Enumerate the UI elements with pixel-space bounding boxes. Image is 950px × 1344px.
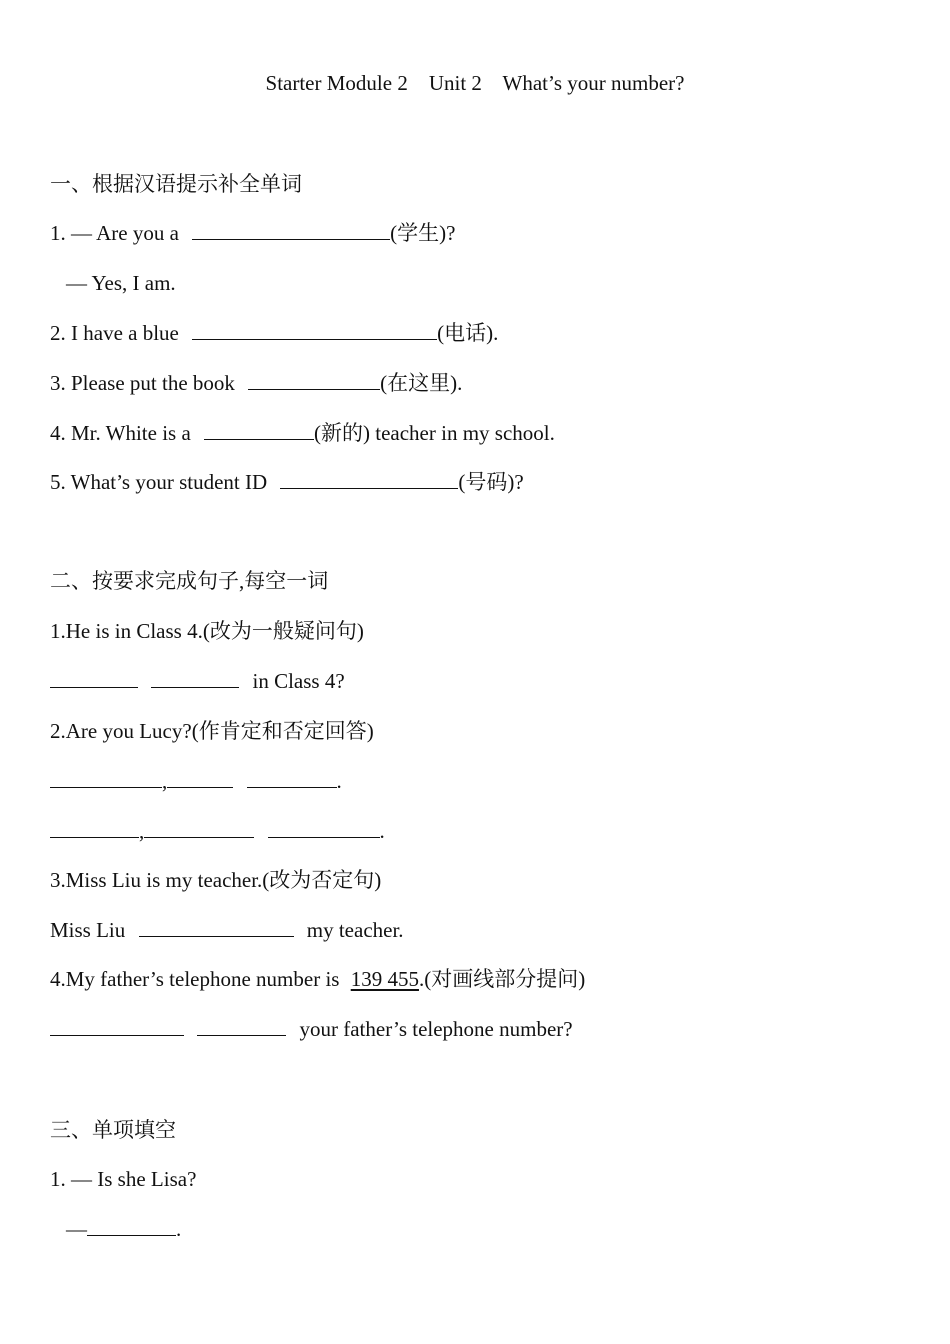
answer-blank[interactable] xyxy=(192,320,437,340)
comma: , xyxy=(162,769,168,793)
answer-prefix: Miss Liu xyxy=(50,918,126,942)
answer-blank[interactable] xyxy=(87,1216,176,1236)
question-hint: (在这里). xyxy=(380,371,463,395)
answer-blank[interactable] xyxy=(139,917,294,937)
question-3-1: 1. — Is she Lisa? xyxy=(50,1167,197,1191)
question-1-4 xyxy=(50,420,555,446)
question-1-2 xyxy=(50,320,498,346)
section-heading-2: 二、按要求完成句子,每空一词 xyxy=(50,569,329,593)
question-2-3-prompt: 3.Miss Liu is my teacher.(改为否定句) xyxy=(50,868,382,892)
question-2-2-prompt: 2.Are you Lucy?(作肯定和否定回答) xyxy=(50,719,374,743)
answer-line-1-1: — Yes, I am. xyxy=(66,271,176,295)
answer-suffix: my teacher. xyxy=(306,918,404,942)
section-heading-3: 三、单项填空 xyxy=(50,1118,176,1142)
answer-blank[interactable] xyxy=(268,818,380,838)
answer-line-2-3 xyxy=(50,917,404,943)
period: . xyxy=(379,819,385,843)
answer-blank[interactable] xyxy=(50,768,162,788)
question-hint: (电话). xyxy=(437,321,499,345)
question-1-5 xyxy=(50,469,524,495)
answer-suffix: in Class 4? xyxy=(252,669,345,693)
underlined-part: 139 455 xyxy=(350,967,419,991)
period: . xyxy=(336,769,342,793)
answer-blank[interactable] xyxy=(197,1016,286,1036)
question-hint: (学生)? xyxy=(390,221,456,245)
answer-blank[interactable] xyxy=(50,1016,184,1036)
question-text: 1. — Are you a xyxy=(50,221,179,245)
dash: — xyxy=(66,1217,87,1241)
question-1-3 xyxy=(50,370,462,396)
answer-line-3-1 xyxy=(66,1216,181,1242)
answer-blank[interactable] xyxy=(192,220,390,240)
answer-blank[interactable] xyxy=(144,818,254,838)
prompt-end: .(对画线部分提问) xyxy=(418,967,586,991)
period: . xyxy=(176,1217,182,1241)
answer-blank[interactable] xyxy=(280,469,458,489)
question-text: 2. I have a blue xyxy=(50,321,179,345)
question-text: 4. Mr. White is a xyxy=(50,421,191,445)
question-text: 5. What’s your student ID xyxy=(50,470,268,494)
section-heading-1: 一、根据汉语提示补全单词 xyxy=(50,172,302,196)
answer-blank[interactable] xyxy=(204,420,314,440)
answer-line-2-4 xyxy=(50,1016,573,1042)
answer-blank[interactable] xyxy=(248,370,380,390)
question-text: 3. Please put the book xyxy=(50,371,235,395)
question-2-4-prompt xyxy=(50,966,585,992)
prompt-start: 4.My father’s telephone number is xyxy=(50,967,340,991)
answer-line-2-2b xyxy=(50,818,385,844)
page-title: Starter Module 2 Unit 2 What’s your number? xyxy=(265,71,685,95)
comma: , xyxy=(139,819,145,843)
answer-line-2-2a xyxy=(50,768,342,794)
answer-blank[interactable] xyxy=(167,768,233,788)
question-1-1 xyxy=(50,220,455,246)
question-2-1-prompt: 1.He is in Class 4.(改为一般疑问句) xyxy=(50,619,364,643)
answer-blank[interactable] xyxy=(151,668,239,688)
answer-blank[interactable] xyxy=(50,668,138,688)
question-hint: (新的) teacher in my school. xyxy=(314,421,555,445)
answer-blank[interactable] xyxy=(50,818,139,838)
question-hint: (号码)? xyxy=(458,470,524,494)
answer-suffix: your father’s telephone number? xyxy=(299,1017,573,1041)
answer-line-2-1 xyxy=(50,668,345,694)
answer-blank[interactable] xyxy=(247,768,337,788)
